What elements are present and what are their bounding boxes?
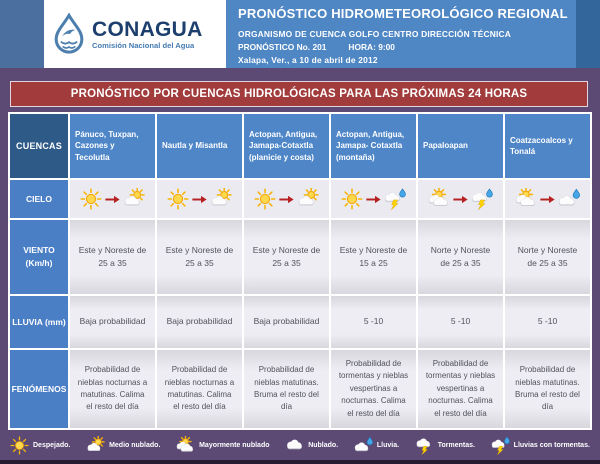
column-header-actopan-montana: Actopan, Antigua, Jamapa- Cotaxtla (montaña) bbox=[331, 114, 416, 178]
partly-cloudy-icon bbox=[123, 188, 145, 210]
section-banner-title: PRONÓSTICO POR CUENCAS HIDROLÓGICAS PARA LAS PRÓXIMAS 24 HORAS bbox=[70, 88, 528, 100]
column-header-papaloapan: Papaloapan bbox=[418, 114, 503, 178]
rain-icon bbox=[354, 436, 373, 455]
header-right-block bbox=[576, 0, 600, 68]
lluvia-cell-5: 5 -10 bbox=[418, 296, 503, 348]
partly-cloudy-icon bbox=[210, 188, 232, 210]
fenomenos-cell-6: Probabilidad de nieblas matutinas. Bruma el resto del día bbox=[505, 350, 590, 428]
legend-item-nublado bbox=[285, 436, 338, 455]
cielo-cell-6 bbox=[505, 180, 590, 218]
arrow-right-icon bbox=[540, 195, 555, 204]
organism-line: ORGANISMO DE CUENCA GOLFO CENTRO DIRECCIÓN TÉCNICA bbox=[238, 29, 512, 39]
forecast-hour: HORA: 9:00 bbox=[348, 42, 395, 52]
logo-tagline-text: Comisión Nacional del Agua bbox=[92, 40, 195, 50]
legend-label: Tormentas. bbox=[437, 441, 475, 449]
fenomenos-cell-2: Probabilidad de nieblas nocturnas a matutinas. Calima el resto del día bbox=[157, 350, 242, 428]
forecast-number: PRONÓSTICO No. 201 bbox=[238, 42, 327, 52]
lluvia-cell-4: 5 -10 bbox=[331, 296, 416, 348]
forecast-table bbox=[8, 112, 592, 430]
logo-brand-text: CONAGUA bbox=[92, 17, 203, 41]
lluvia-cell-2: Baja probabilidad bbox=[157, 296, 242, 348]
legend-label: Despejado. bbox=[33, 441, 71, 449]
legend-item-medio-nublado bbox=[86, 436, 160, 455]
column-header-panuco: Pánuco, Tuxpan, Cazones y Tecolutla bbox=[70, 114, 155, 178]
legend-label: Lluvia. bbox=[376, 441, 400, 449]
arrow-right-icon bbox=[453, 195, 468, 204]
viento-cell-6: Norte y Noreste de 25 a 35 bbox=[505, 220, 590, 294]
column-header-coatzacoalcos: Coatzacoalcos y Tonalá bbox=[505, 114, 590, 178]
legend-item-lluvias-con-tormentas bbox=[491, 436, 590, 455]
place-date-line: Xalapa, Ver., a 10 de abril de 2012 bbox=[238, 55, 378, 65]
header-left-stripe bbox=[0, 0, 44, 68]
legend-label: Medio nublado. bbox=[109, 441, 161, 449]
rain-storm-icon bbox=[384, 188, 406, 210]
column-header-actopan-planicie: Actopan, Antigua, Jamapa-Cotaxtla (planicie y costa) bbox=[244, 114, 329, 178]
fenomenos-cell-3: Probabilidad de nieblas matutinas. Bruma el resto del día bbox=[244, 350, 329, 428]
mostly-cloudy-icon bbox=[515, 188, 537, 210]
lluvia-cell-6: 5 -10 bbox=[505, 296, 590, 348]
viento-cell-2: Este y Noreste de 25 a 35 bbox=[157, 220, 242, 294]
rain-storm-icon bbox=[491, 436, 510, 455]
sun-icon bbox=[10, 436, 29, 455]
sun-icon bbox=[80, 188, 102, 210]
legend-item-lluvia bbox=[354, 436, 399, 455]
section-banner bbox=[10, 81, 588, 107]
sun-icon bbox=[167, 188, 189, 210]
viento-cell-3: Este y Noreste de 25 a 35 bbox=[244, 220, 329, 294]
legend-item-despejado bbox=[10, 436, 70, 455]
fenomenos-cell-1: Probabilidad de nieblas nocturnas a matutinas. Calima el resto del día bbox=[70, 350, 155, 428]
cielo-cell-3 bbox=[244, 180, 329, 218]
weather-legend bbox=[0, 430, 600, 464]
lluvia-cell-3: Baja probabilidad bbox=[244, 296, 329, 348]
column-header-nautla: Nautla y Misantla bbox=[157, 114, 242, 178]
sun-icon bbox=[341, 188, 363, 210]
mostly-cloudy-icon bbox=[176, 436, 195, 455]
arrow-right-icon bbox=[279, 195, 294, 204]
storm-icon bbox=[415, 436, 434, 455]
partly-cloudy-icon bbox=[297, 188, 319, 210]
cielo-cell-4 bbox=[331, 180, 416, 218]
legend-item-tormentas bbox=[415, 436, 475, 455]
page-header bbox=[0, 0, 600, 68]
cielo-cell-1 bbox=[70, 180, 155, 218]
sun-icon bbox=[254, 188, 276, 210]
legend-label: Mayormente nublado bbox=[199, 441, 270, 449]
rain-storm-icon bbox=[471, 188, 493, 210]
viento-cell-1: Este y Noreste de 25 a 35 bbox=[70, 220, 155, 294]
page-title: PRONÓSTICO HIDROMETEOROLÓGICO REGIONAL bbox=[238, 6, 568, 21]
fenomenos-cell-5: Probabilidad de tormentas y nieblas vespertinas a nocturnas. Calima el resto del día bbox=[418, 350, 503, 428]
legend-label: Nublado. bbox=[308, 441, 339, 449]
cielo-cell-2 bbox=[157, 180, 242, 218]
rain-icon bbox=[558, 188, 580, 210]
viento-cell-5: Norte y Noreste de 25 a 35 bbox=[418, 220, 503, 294]
cielo-cell-5 bbox=[418, 180, 503, 218]
row-label-lluvia: LLUVIA (mm) bbox=[10, 296, 68, 348]
row-label-fenomenos: FENÓMENOS bbox=[10, 350, 68, 428]
legend-label: Lluvias con tormentas. bbox=[513, 441, 590, 449]
partly-cloudy-icon bbox=[86, 436, 105, 455]
corner-header-cuencas: CUENCAS bbox=[10, 114, 68, 178]
row-label-cielo: CIELO bbox=[10, 180, 68, 218]
header-title-band bbox=[226, 0, 576, 68]
mostly-cloudy-icon bbox=[428, 188, 450, 210]
cloud-icon bbox=[285, 436, 304, 455]
row-label-viento: VIENTO (Km/h) bbox=[10, 220, 68, 294]
conagua-logo bbox=[44, 0, 226, 68]
arrow-right-icon bbox=[366, 195, 381, 204]
lluvia-cell-1: Baja probabilidad bbox=[70, 296, 155, 348]
arrow-right-icon bbox=[105, 195, 120, 204]
water-drop-logo-icon bbox=[50, 13, 88, 55]
legend-item-mayormente-nublado bbox=[176, 436, 269, 455]
arrow-right-icon bbox=[192, 195, 207, 204]
fenomenos-cell-4: Probabilidad de tormentas y nieblas vespertinas a nocturnas. Calima el resto del día bbox=[331, 350, 416, 428]
viento-cell-4: Este y Noreste de 15 a 25 bbox=[331, 220, 416, 294]
